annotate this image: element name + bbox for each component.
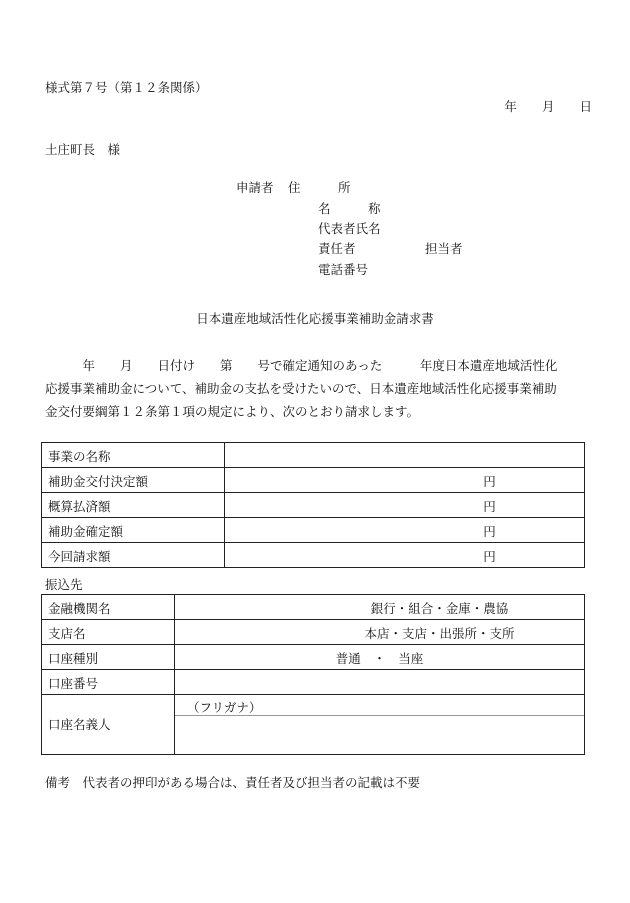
request-amount-value[interactable]: 円	[225, 543, 585, 568]
table-row	[42, 543, 585, 568]
account-type-value[interactable]: 普通 ・ 当座	[175, 645, 585, 670]
bank-label: 金融機関名	[42, 595, 175, 620]
body-line: 年 月 日付け 第 号で確定通知のあった 年度日本遺産地域活性化	[45, 358, 558, 373]
remarks: 備考 代表者の押印がある場合は、責任者及び担当者の記載は不要	[45, 775, 421, 790]
representative-label: 代表者氏名	[318, 221, 381, 236]
form-number: 様式第７号（第１２条関係）	[45, 80, 208, 95]
table-row	[42, 695, 585, 755]
confirmed-amount-value[interactable]: 円	[225, 518, 585, 543]
table-row	[42, 468, 585, 493]
transfer-table	[41, 594, 585, 755]
account-type-label: 口座種別	[42, 645, 175, 670]
branch-label: 支店名	[42, 620, 175, 645]
responsible-label: 責任者	[318, 241, 356, 256]
body-text	[45, 354, 605, 423]
prepaid-amount-value[interactable]: 円	[225, 493, 585, 518]
contact-label: 担当者	[425, 241, 463, 256]
table-row	[42, 620, 585, 645]
prepaid-amount-label: 概算払済額	[42, 493, 225, 518]
table-row	[42, 443, 585, 468]
holder-value[interactable]	[175, 695, 585, 755]
request-amount-label: 今回請求額	[42, 543, 225, 568]
table-row	[42, 518, 585, 543]
project-name-value[interactable]	[225, 443, 585, 468]
table-row	[42, 670, 585, 695]
table-row	[42, 493, 585, 518]
branch-value[interactable]: 本店・支店・出張所・支所	[175, 620, 585, 645]
addressee: 土庄町長 様	[45, 142, 121, 157]
table-row	[42, 645, 585, 670]
furigana-label: （フリガナ）	[187, 700, 262, 715]
applicant-prefix: 申請者	[236, 180, 274, 195]
decision-amount-value[interactable]: 円	[225, 468, 585, 493]
project-name-label: 事業の名称	[42, 443, 225, 468]
name-label: 名 称	[318, 201, 381, 216]
address-label: 住 所	[288, 180, 351, 195]
bank-value[interactable]: 銀行・組合・金庫・農協	[175, 595, 585, 620]
body-line: 金交付要綱第１２条第１項の規定により、次のとおり請求します。	[45, 404, 420, 419]
document-title: 日本遺産地域活性化応援事業補助金請求書	[196, 311, 434, 326]
holder-label: 口座名義人	[42, 695, 175, 755]
decision-amount-label: 補助金交付決定額	[42, 468, 225, 493]
account-number-label: 口座番号	[42, 670, 175, 695]
furigana-row[interactable]	[175, 695, 584, 716]
table-row	[42, 595, 585, 620]
summary-table	[41, 442, 585, 568]
phone-label: 電話番号	[318, 262, 369, 277]
account-number-value[interactable]	[175, 670, 585, 695]
date-line: 年 月 日	[504, 99, 592, 114]
holder-name-row[interactable]	[175, 716, 584, 754]
confirmed-amount-label: 補助金確定額	[42, 518, 225, 543]
transfer-heading: 振込先	[45, 577, 83, 592]
body-line: 応援事業補助金について、補助金の支払を受けたいので、日本遺産地域活性化応援事業補助	[45, 381, 557, 396]
